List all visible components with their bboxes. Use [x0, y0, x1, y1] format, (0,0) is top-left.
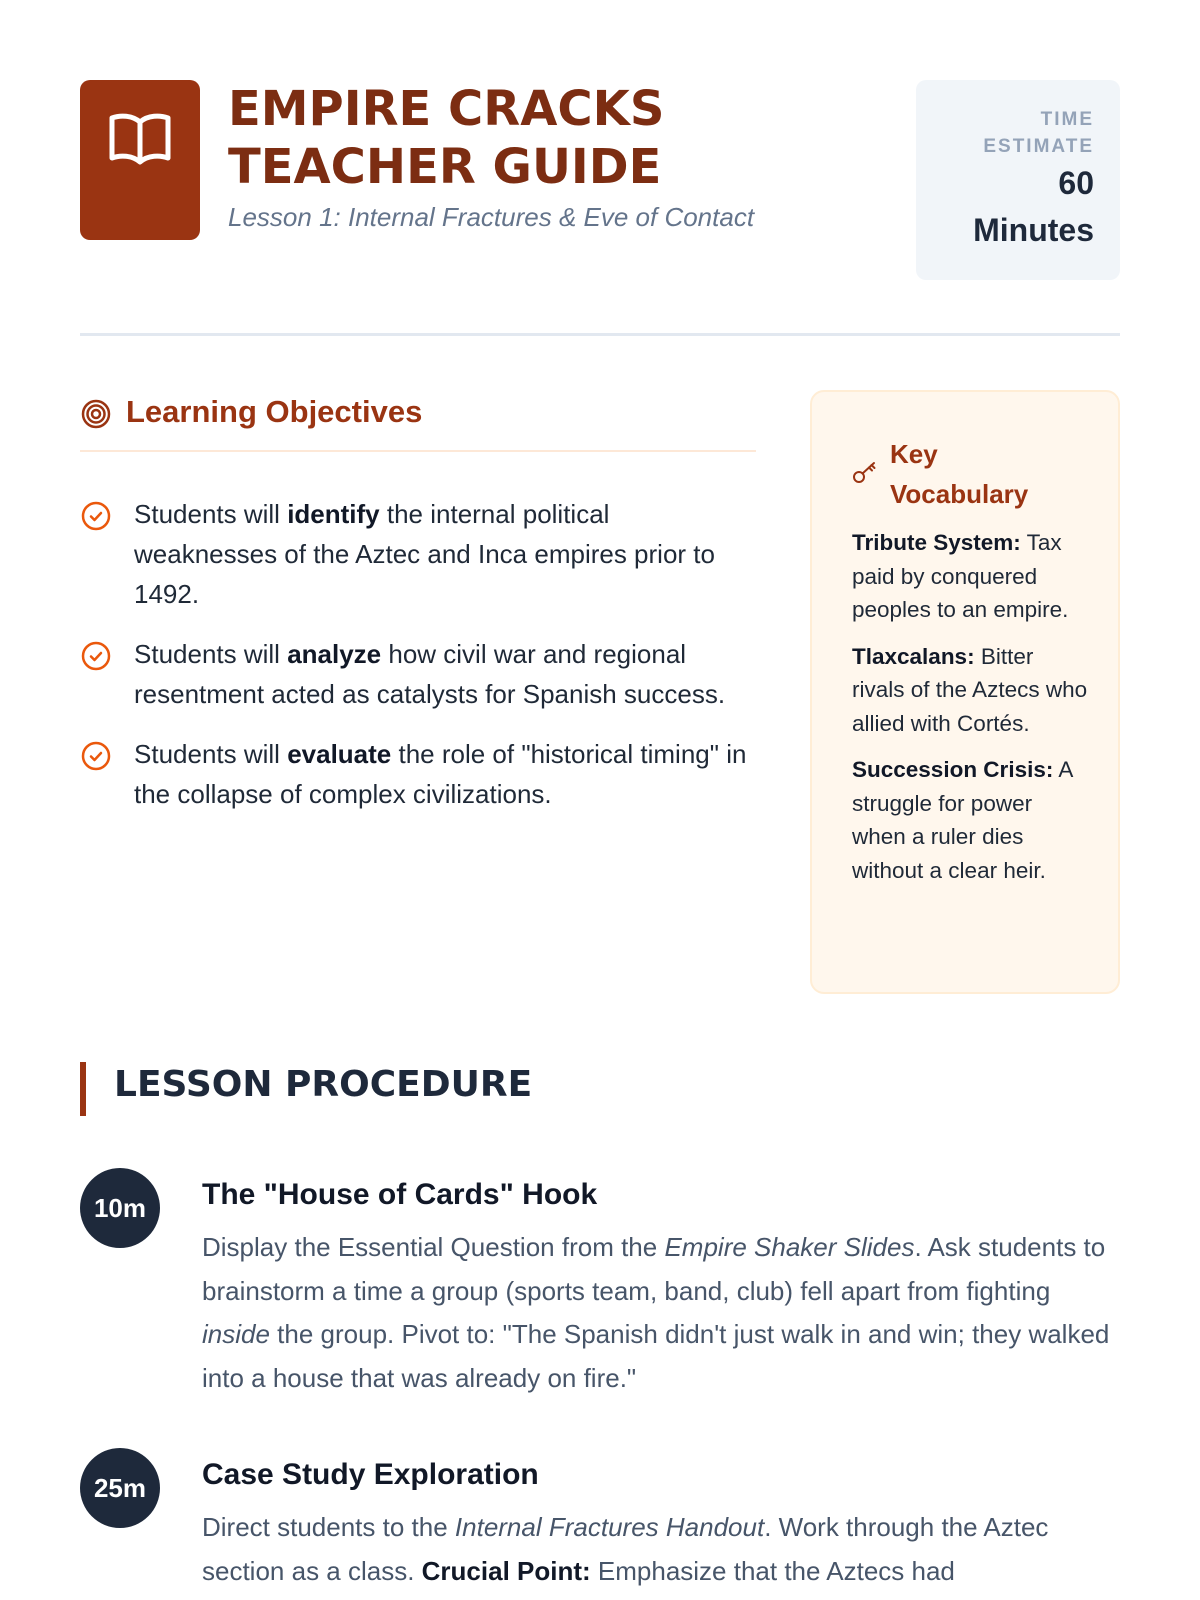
- logo-tile: [80, 80, 200, 240]
- check-circle-icon: [80, 740, 112, 772]
- objective-text: the role of "historical timing" in the collapse of complex civilizations.: [134, 739, 747, 809]
- step-text: . Ask students to brainstorm a time a group (sports team, band, club) fell apart from fighting: [202, 1232, 1106, 1306]
- vocabulary-entry: [852, 753, 1092, 887]
- time-label-line-1: TIME: [1040, 109, 1094, 130]
- time-estimate-box: [916, 80, 1120, 280]
- objective-item: [80, 494, 756, 614]
- header-divider: [80, 333, 1120, 336]
- objective-prefix: Students will: [134, 639, 288, 669]
- step-resource: Internal Fractures Handout: [454, 1512, 765, 1542]
- procedure-step: [80, 1448, 1120, 1600]
- vocabulary-definition: Bitter rivals of the Aztecs who allied with Cortés.: [852, 643, 1088, 736]
- vocabulary-title-line-1: Key: [890, 439, 938, 469]
- step-description: [202, 1506, 1120, 1593]
- check-circle-icon: [80, 500, 112, 532]
- open-book-icon: [108, 110, 172, 170]
- procedure-step: [80, 1168, 1120, 1408]
- vocabulary-definition: A struggle for power when a ruler dies without a clear heir.: [852, 757, 1073, 883]
- procedure-header: [80, 1062, 1120, 1116]
- vocabulary-entry: [852, 640, 1092, 741]
- target-icon: [80, 398, 112, 430]
- step-description: [202, 1226, 1120, 1400]
- procedure-title: LESSON PROCEDURE: [114, 1064, 533, 1105]
- vocabulary-entry: [852, 526, 1092, 627]
- objective-verb: identify: [287, 499, 380, 529]
- objective-text: the internal political weaknesses of the Aztec and Inca empires prior to 1492.: [134, 499, 715, 609]
- objective-verb: evaluate: [287, 739, 392, 769]
- objectives-title: Learning Objectives: [126, 394, 423, 429]
- step-text: . Work through the Aztec section as a class.: [202, 1512, 1049, 1586]
- page-title: [228, 80, 664, 196]
- vocabulary-title: [890, 434, 1090, 514]
- step-text: the group. Pivot to: "The Spanish didn't just walk in and win; they walked into a house that was already on fire.": [202, 1319, 1110, 1393]
- vocabulary-definition: Tax paid by conquered peoples to an empire.: [852, 530, 1069, 622]
- vocabulary-term: Tribute System:: [852, 530, 1021, 555]
- step-text: Emphasize that the Aztecs had: [590, 1555, 955, 1586]
- step-resource: Empire Shaker Slides: [664, 1232, 915, 1262]
- step-text: Direct students to the: [202, 1512, 455, 1542]
- objectives-header: [80, 392, 756, 452]
- title-line-1: EMPIRE CRACKS: [228, 81, 665, 137]
- objective-prefix: Students will: [134, 499, 288, 529]
- step-crucial-point: Crucial Point:: [421, 1555, 591, 1586]
- vocabulary-term: Tlaxcalans:: [852, 643, 975, 669]
- time-label-line-2: ESTIMATE: [983, 136, 1094, 157]
- vocabulary-title-line-2: Vocabulary: [890, 479, 1029, 509]
- step-time-badge: 25m: [80, 1448, 160, 1528]
- procedure-accent-bar: [80, 1062, 86, 1116]
- check-circle-icon: [80, 640, 112, 672]
- step-emphasis: inside: [202, 1319, 270, 1349]
- step-time-badge: 10m: [80, 1168, 160, 1248]
- objective-item: [80, 734, 756, 814]
- step-title: The "House of Cards" Hook: [202, 1178, 598, 1211]
- time-value-unit: Minutes: [973, 212, 1094, 248]
- objective-verb: analyze: [287, 639, 382, 669]
- key-icon: [852, 460, 878, 486]
- vocabulary-list: [852, 526, 1092, 900]
- lesson-subtitle: Lesson 1: Internal Fractures & Eve of Contact: [228, 202, 755, 232]
- objective-prefix: Students will: [134, 739, 288, 769]
- objective-item: [80, 634, 756, 714]
- objectives-list: [80, 494, 756, 834]
- vocabulary-card: [810, 390, 1120, 994]
- guide-header: [80, 80, 1120, 280]
- step-text: Display the Essential Question from the: [202, 1232, 665, 1262]
- vocabulary-term: Succession Crisis:: [852, 757, 1054, 782]
- step-title: Case Study Exploration: [202, 1458, 539, 1491]
- title-line-2: TEACHER GUIDE: [228, 139, 662, 195]
- time-value-number: 60: [1058, 165, 1094, 201]
- objective-text: how civil war and regional resentment acted as catalysts for Spanish success.: [134, 639, 726, 709]
